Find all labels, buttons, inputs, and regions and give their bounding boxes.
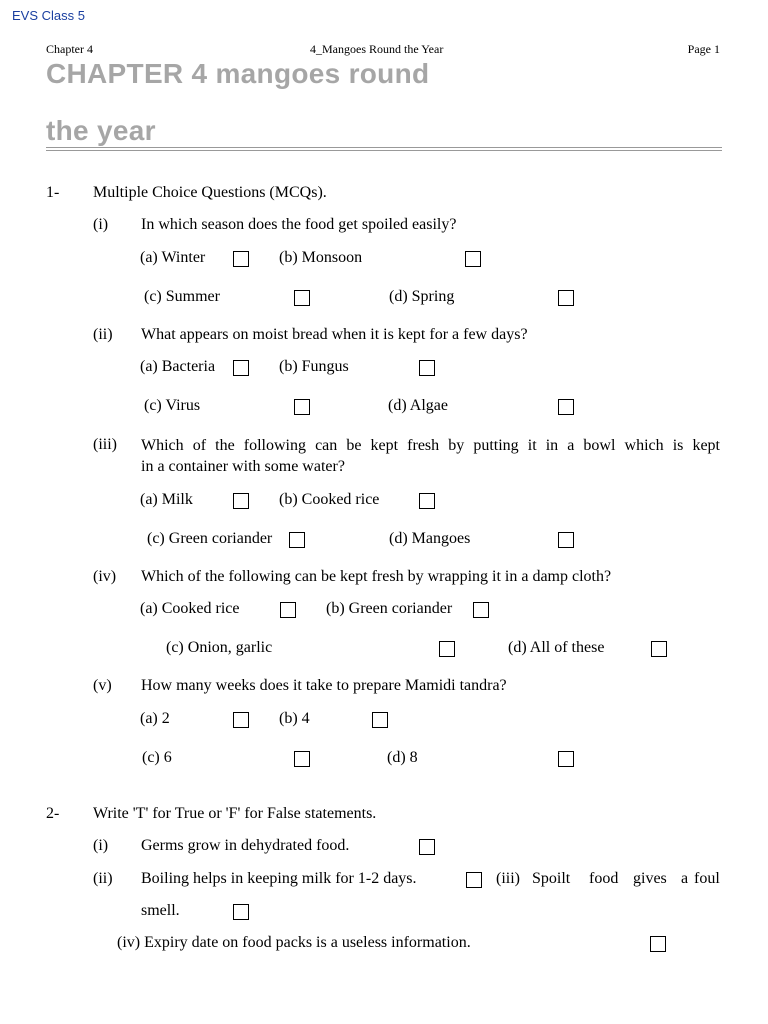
answer-checkbox[interactable] (419, 839, 435, 855)
option-label: (c) Virus (144, 397, 201, 414)
title-rule-top (46, 147, 722, 148)
header-title: 4_Mangoes Round the Year (310, 42, 444, 56)
answer-checkbox[interactable] (233, 712, 249, 728)
answer-checkbox[interactable] (650, 936, 666, 952)
option-label: (b) 4 (279, 710, 310, 727)
answer-checkbox[interactable] (473, 602, 489, 618)
question-text: What appears on moist bread when it is kept for a few days? (141, 326, 528, 343)
section1-number: 1- (46, 184, 60, 201)
option-label: (b) Green coriander (326, 600, 453, 617)
statement-word: Spoilt (532, 870, 571, 887)
answer-checkbox[interactable] (558, 399, 574, 415)
option-label: (c) Onion, garlic (166, 639, 273, 656)
statement-word: food (589, 870, 619, 887)
statement-text: (iv) Expiry date on food packs is a useless information. (117, 934, 471, 951)
answer-checkbox[interactable] (294, 399, 310, 415)
statement-number: (iii) (496, 870, 520, 887)
statement-number: (i) (93, 837, 109, 854)
question-text: Which of the following can be kept fresh by wrapping it in a damp cloth? (141, 568, 612, 585)
section2-heading: Write 'T' for True or 'F' for False statements. (93, 805, 377, 822)
question-number: (i) (93, 216, 109, 233)
option-label: (c) Summer (144, 288, 220, 305)
question-text: How many weeks does it take to prepare Mamidi tandra? (141, 677, 507, 694)
statement-text: Germs grow in dehydrated food. (141, 837, 350, 854)
title-rule-bottom (46, 150, 722, 151)
option-label: (d) Spring (389, 288, 455, 305)
statement-text-continued: smell. (141, 902, 180, 919)
question-text: In which season does the food get spoiled easily? (141, 216, 457, 233)
answer-checkbox[interactable] (419, 360, 435, 376)
option-label: (a) 2 (140, 710, 170, 727)
statement-number: (ii) (93, 870, 113, 887)
answer-checkbox[interactable] (289, 532, 305, 548)
question-text-line: Which of the following can be kept fresh by putting it in a bowl which is kept (141, 437, 720, 454)
answer-checkbox[interactable] (233, 360, 249, 376)
chapter-title-line2: the year (46, 115, 156, 146)
answer-checkbox[interactable] (280, 602, 296, 618)
answer-checkbox[interactable] (233, 493, 249, 509)
option-label: (a) Cooked rice (140, 600, 240, 617)
answer-checkbox[interactable] (372, 712, 388, 728)
statement-word: gives (633, 870, 667, 887)
question-number: (iv) (93, 568, 117, 585)
option-label: (a) Milk (140, 491, 193, 508)
answer-checkbox[interactable] (294, 751, 310, 767)
option-label: (d) 8 (387, 749, 418, 766)
answer-checkbox[interactable] (558, 290, 574, 306)
option-label: (b) Fungus (279, 358, 349, 375)
statement-word: a (681, 870, 689, 887)
statement-word: foul (694, 870, 720, 887)
answer-checkbox[interactable] (558, 751, 574, 767)
chapter-title-line1: CHAPTER 4 mangoes round (46, 58, 430, 89)
answer-checkbox[interactable] (465, 251, 481, 267)
question-number: (ii) (93, 326, 113, 343)
answer-checkbox[interactable] (466, 872, 482, 888)
section1-heading: Multiple Choice Questions (MCQs). (93, 184, 327, 201)
option-label: (d) Algae (388, 397, 448, 414)
answer-checkbox[interactable] (233, 251, 249, 267)
option-label: (a) Winter (140, 249, 206, 266)
option-label: (c) Green coriander (147, 530, 273, 547)
answer-checkbox[interactable] (558, 532, 574, 548)
question-number: (v) (93, 677, 112, 694)
statement-text: Boiling helps in keeping milk for 1-2 days. (141, 870, 417, 887)
option-label: (b) Cooked rice (279, 491, 380, 508)
brand-label: EVS Class 5 (12, 8, 85, 23)
header-chapter: Chapter 4 (46, 42, 93, 56)
option-label: (d) All of these (508, 639, 605, 656)
question-text (141, 435, 720, 457)
answer-checkbox[interactable] (233, 904, 249, 920)
answer-checkbox[interactable] (294, 290, 310, 306)
option-label: (a) Bacteria (140, 358, 216, 375)
option-label: (c) 6 (142, 749, 172, 766)
answer-checkbox[interactable] (439, 641, 455, 657)
question-text-line: in a container with some water? (141, 458, 345, 475)
answer-checkbox[interactable] (419, 493, 435, 509)
header-page-number: Page 1 (687, 42, 720, 56)
question-number: (iii) (93, 436, 117, 453)
section2-number: 2- (46, 805, 60, 822)
option-label: (b) Monsoon (279, 249, 363, 266)
option-label: (d) Mangoes (389, 530, 471, 547)
answer-checkbox[interactable] (651, 641, 667, 657)
